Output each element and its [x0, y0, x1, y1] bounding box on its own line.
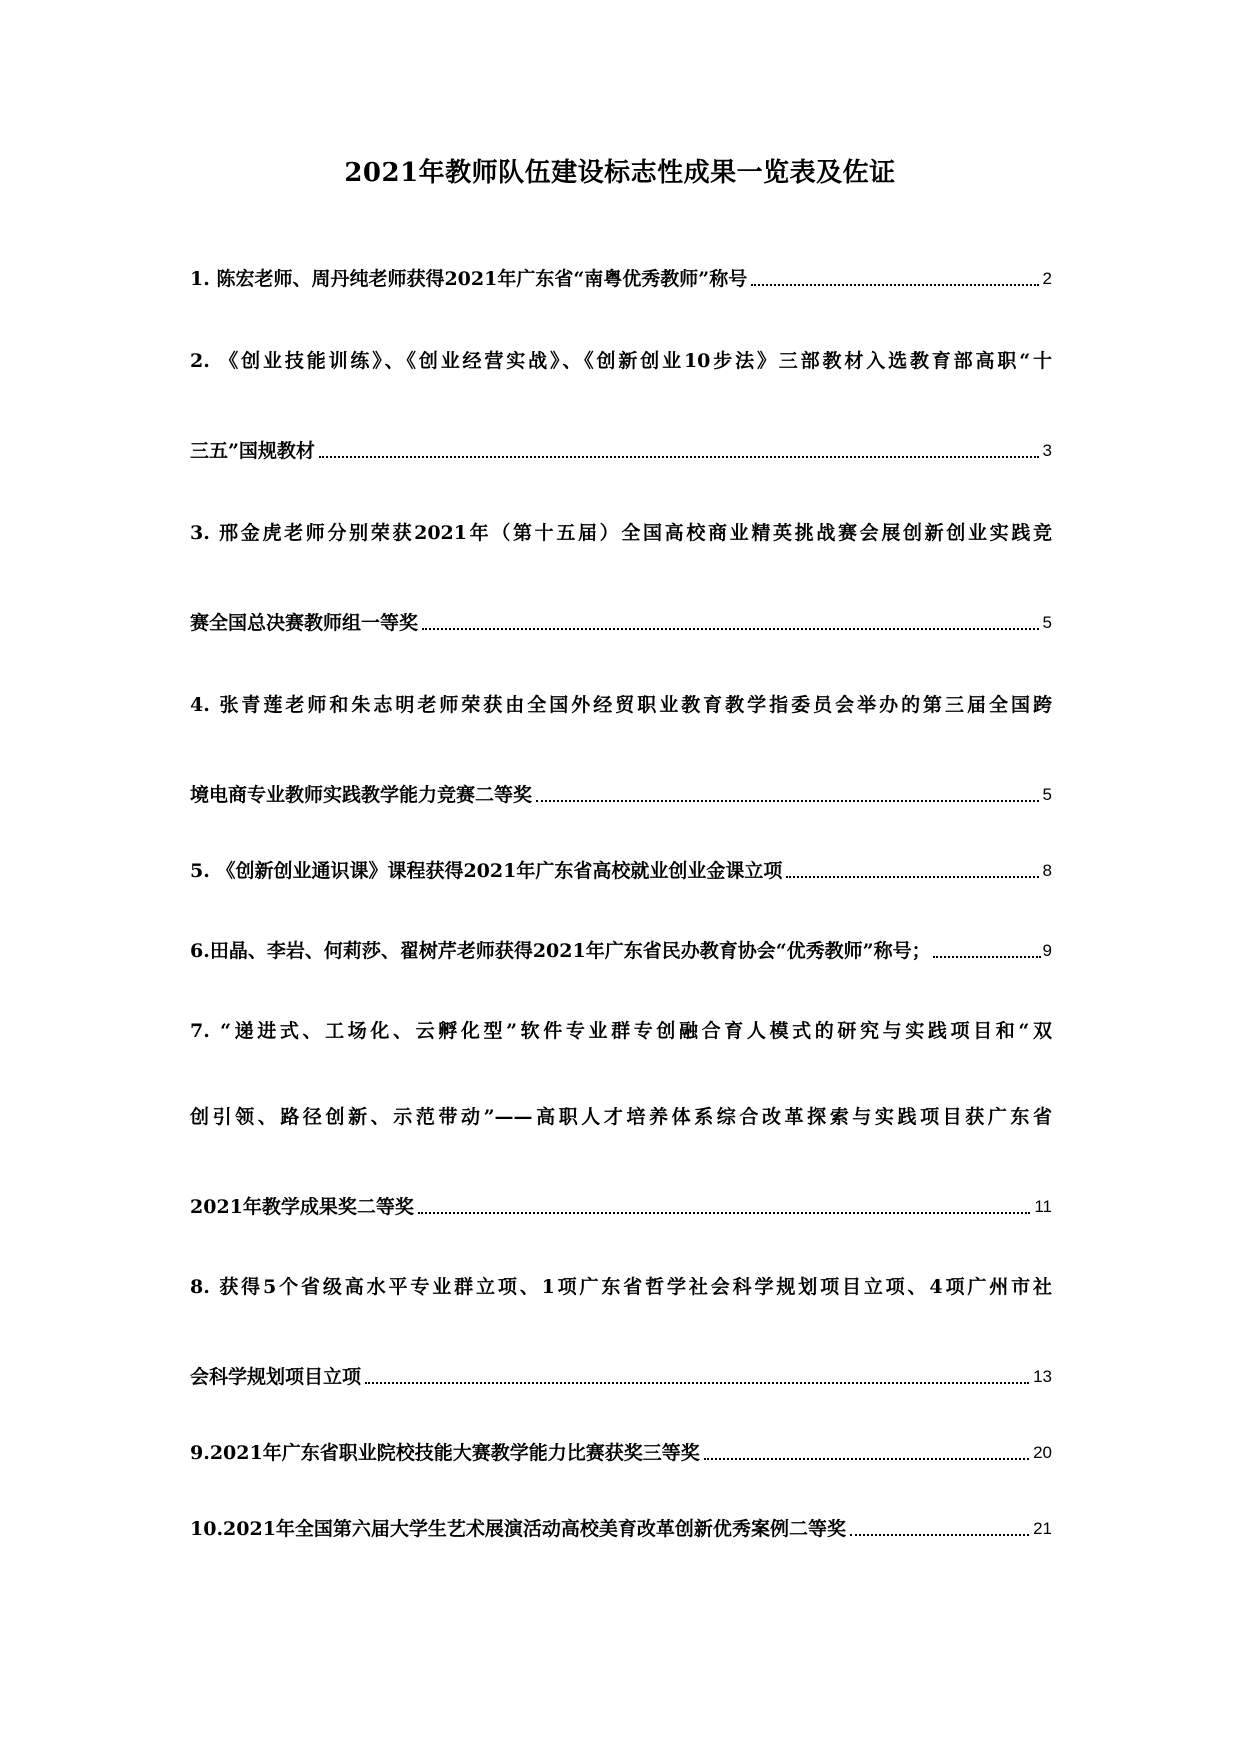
toc-entry-2-line-2[interactable]: [190, 432, 1052, 466]
dot-leader: [365, 1382, 1029, 1384]
toc-entry-text: 4. 张青莲老师和朱志明老师荣获由全国外经贸职业教育教学指委员会举办的第三届全国跨: [190, 694, 1052, 716]
toc-entry-text: 5. 《创新创业通识课》课程获得2021年广东省高校就业创业金课立项: [190, 860, 783, 882]
toc-entry-text: 10.2021年全国第六届大学生艺术展演活动高校美育改革创新优秀案例二等奖: [190, 1518, 846, 1540]
toc-page-number: 2: [1042, 269, 1052, 288]
toc-page-number: 3: [1042, 441, 1052, 460]
toc-page-number: 11: [1034, 1197, 1052, 1216]
toc-page-number: 20: [1033, 1443, 1052, 1462]
toc-entry-text: 3. 邢金虎老师分别荣获2021年（第十五届）全国高校商业精英挑战赛会展创新创业实践竞: [190, 522, 1052, 544]
toc-entry-4-line-2[interactable]: [190, 776, 1052, 810]
toc-page-number: 5: [1042, 613, 1052, 632]
toc-entry-3-line-2[interactable]: [190, 604, 1052, 638]
toc-entry-10[interactable]: [190, 1510, 1052, 1544]
toc-entry-text: 8. 获得5个省级高水平专业群立项、1项广东省哲学社会科学规划项目立项、4项广州市社: [190, 1276, 1052, 1298]
toc-entry-text: 9.2021年广东省职业院校技能大赛教学能力比赛获奖三等奖: [190, 1442, 700, 1464]
toc-entry-2-line-1[interactable]: [190, 346, 1052, 380]
toc-entry-9[interactable]: [190, 1434, 1052, 1468]
dot-leader: [933, 956, 1041, 958]
toc-entry-text: 会科学规划项目立项: [190, 1366, 362, 1388]
toc-page-number: 21: [1033, 1519, 1052, 1538]
toc-entry-7-line-1[interactable]: [190, 1016, 1052, 1050]
toc-entry-3-line-1[interactable]: [190, 518, 1052, 552]
toc-entry-text: 境电商专业教师实践教学能力竞赛二等奖: [190, 784, 533, 806]
toc-entry-8-line-1[interactable]: [190, 1272, 1052, 1306]
dot-leader: [704, 1458, 1029, 1460]
toc-page-number: 13: [1033, 1367, 1052, 1386]
toc-entry-text: 7. “递进式、工场化、云孵化型”软件专业群专创融合育人模式的研究与实践项目和“双: [190, 1020, 1052, 1042]
toc-page-number: 9: [1042, 941, 1052, 960]
toc-entry-7-line-2[interactable]: [190, 1102, 1052, 1136]
toc-entry-4-line-1[interactable]: [190, 690, 1052, 724]
dot-leader: [786, 876, 1038, 878]
document-title: 2021年教师队伍建设标志性成果一览表及佐证: [344, 158, 896, 188]
toc-entry-text: 三五”国规教材: [190, 440, 315, 462]
dot-leader: [751, 284, 1038, 286]
dot-leader: [319, 456, 1039, 458]
dot-leader: [418, 1212, 1030, 1214]
toc-entry-text: 1. 陈宏老师、周丹纯老师获得2021年广东省“南粤优秀教师”称号: [190, 268, 748, 290]
toc-entry-8-line-2[interactable]: [190, 1358, 1052, 1392]
toc-entry-text: 创引领、路径创新、示范带动”——高职人才培养体系综合改革探索与实践项目获广东省: [190, 1106, 1052, 1128]
dot-leader: [850, 1534, 1029, 1536]
toc-entry-5[interactable]: [190, 852, 1052, 886]
toc-page-number: 8: [1042, 861, 1052, 880]
toc-entry-1[interactable]: [190, 260, 1052, 294]
dot-leader: [536, 800, 1039, 802]
toc-entry-text: 2. 《创业技能训练》、《创业经营实战》、《创新创业10步法》三部教材入选教育部高职“十: [190, 350, 1052, 372]
toc-entry-text: 赛全国总决赛教师组一等奖: [190, 612, 419, 634]
dot-leader: [422, 628, 1039, 630]
toc-entry-6[interactable]: [190, 932, 1052, 966]
toc-page-number: 5: [1042, 785, 1052, 804]
toc-entry-text: 2021年教学成果奖二等奖: [190, 1196, 414, 1218]
toc-entry-7-line-3[interactable]: [190, 1188, 1052, 1222]
toc-entry-text: 6.田晶、李岩、何莉莎、翟树芹老师获得2021年广东省民办教育协会“优秀教师”称号；: [190, 940, 931, 962]
